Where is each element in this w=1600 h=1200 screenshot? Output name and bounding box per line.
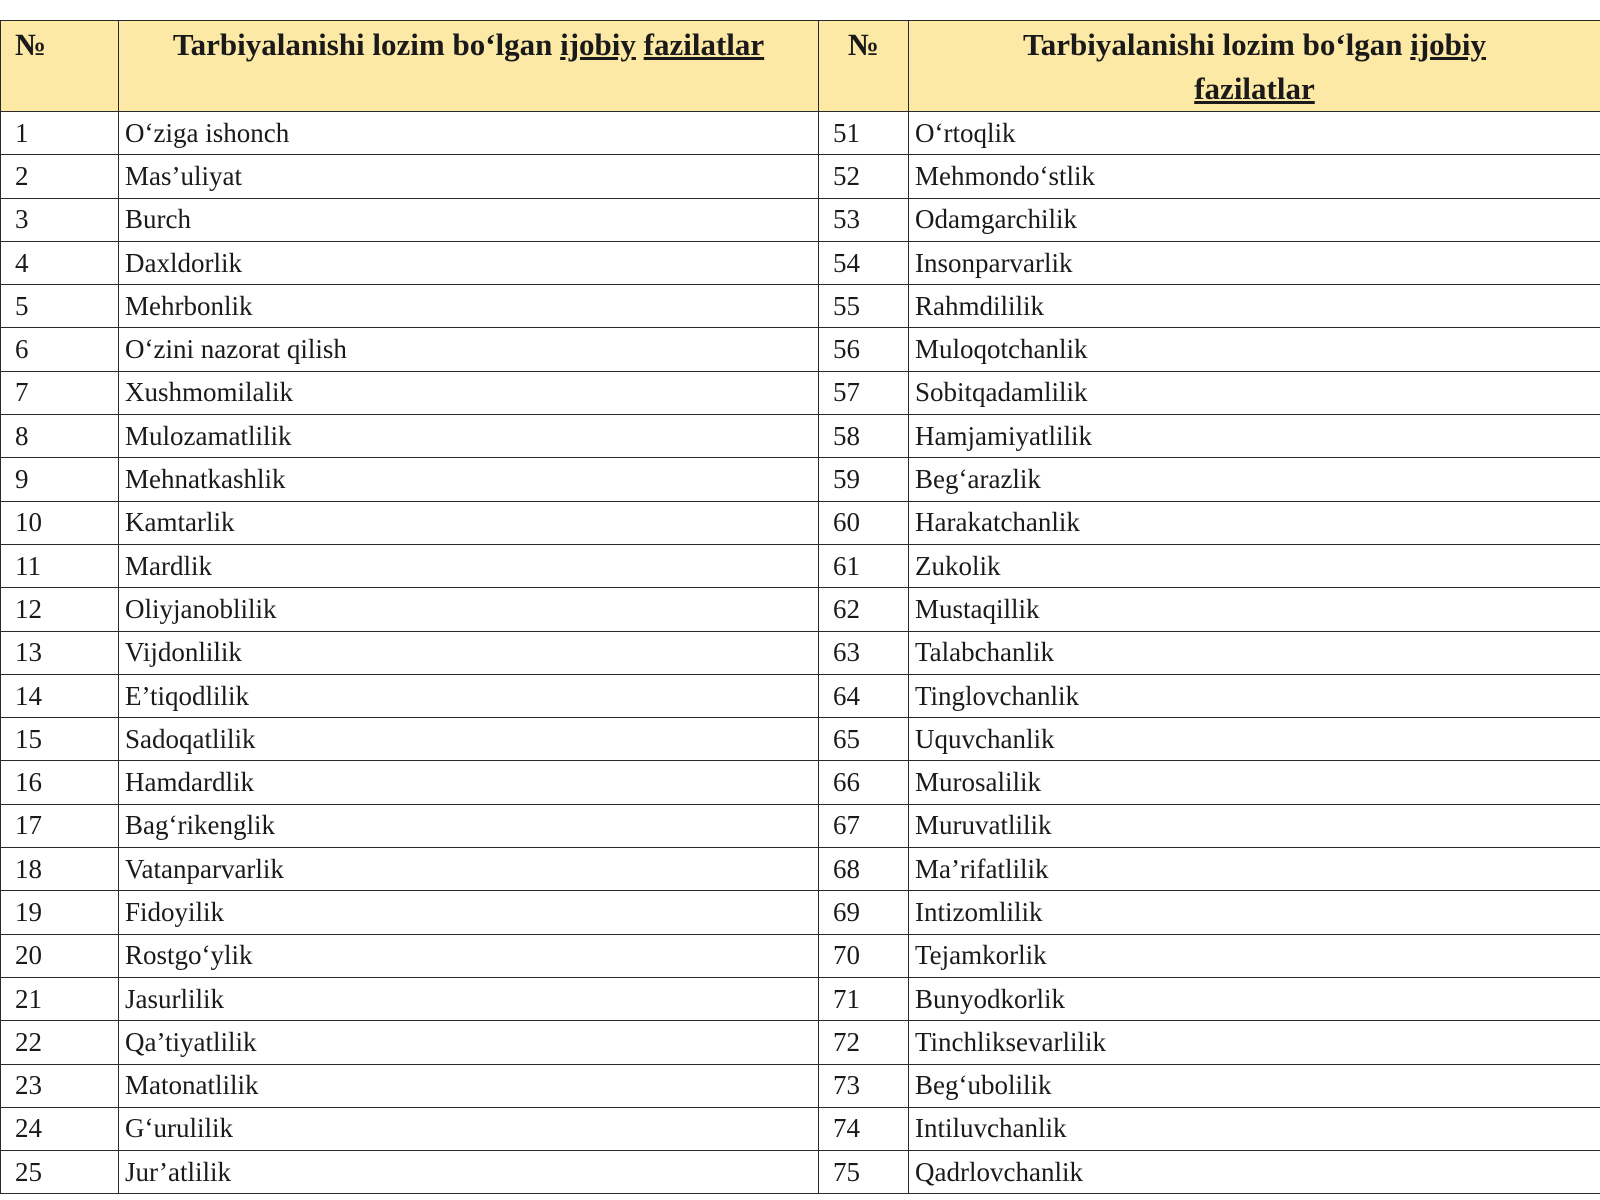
virtue-name-left: Kamtarlik (119, 501, 819, 544)
row-number-right: 68 (819, 848, 909, 891)
virtue-name-left: Qa’tiyatlilik (119, 1021, 819, 1064)
row-number-right: 64 (819, 674, 909, 717)
virtues-table (0, 20, 1600, 1194)
header-number-left (1, 21, 119, 112)
virtue-name-right: Zukolik (909, 544, 1600, 587)
table-row (1, 588, 1600, 631)
table-row (1, 1021, 1600, 1064)
row-number-right: 66 (819, 761, 909, 804)
table-row (1, 848, 1600, 891)
virtue-name-right: Bunyodkorlik (909, 977, 1600, 1020)
row-number-left: 1 (1, 112, 119, 155)
table-row (1, 804, 1600, 847)
virtue-name-left: Mardlik (119, 544, 819, 587)
table-row (1, 718, 1600, 761)
row-number-right: 57 (819, 371, 909, 414)
header-number-right (819, 21, 909, 112)
virtue-name-right: Insonparvarlik (909, 241, 1600, 284)
virtue-name-left: Fidoyilik (119, 891, 819, 934)
row-number-left: 6 (1, 328, 119, 371)
row-number-left: 13 (1, 631, 119, 674)
table-body (1, 112, 1600, 1194)
row-number-right: 69 (819, 891, 909, 934)
table-row (1, 674, 1600, 717)
row-number-right: 54 (819, 241, 909, 284)
row-number-right: 55 (819, 285, 909, 328)
row-number-right: 65 (819, 718, 909, 761)
virtue-name-right: Beg‘arazlik (909, 458, 1600, 501)
row-number-right: 60 (819, 501, 909, 544)
row-number-right: 51 (819, 112, 909, 155)
row-number-left: 10 (1, 501, 119, 544)
virtue-name-right: O‘rtoqlik (909, 112, 1600, 155)
virtue-name-left: O‘ziga ishonch (119, 112, 819, 155)
row-number-left: 23 (1, 1064, 119, 1107)
virtue-name-right: Mustaqillik (909, 588, 1600, 631)
row-number-left: 18 (1, 848, 119, 891)
row-number-right: 71 (819, 977, 909, 1020)
virtue-name-right: Talabchanlik (909, 631, 1600, 674)
row-number-right: 73 (819, 1064, 909, 1107)
table-row (1, 934, 1600, 977)
row-number-right: 74 (819, 1107, 909, 1150)
row-number-right: 63 (819, 631, 909, 674)
virtue-name-left: E’tiqodlilik (119, 674, 819, 717)
row-number-right: 58 (819, 415, 909, 458)
row-number-left: 3 (1, 198, 119, 241)
virtue-name-right: Tejamkorlik (909, 934, 1600, 977)
row-number-left: 7 (1, 371, 119, 414)
virtue-name-right: Hamjamiyatlilik (909, 415, 1600, 458)
row-number-right: 53 (819, 198, 909, 241)
virtue-name-left: Hamdardlik (119, 761, 819, 804)
row-number-left: 11 (1, 544, 119, 587)
document-page (0, 20, 1600, 1194)
virtue-name-right: Tinglovchanlik (909, 674, 1600, 717)
virtue-name-left: Mas’uliyat (119, 155, 819, 198)
virtue-name-right: Muruvatlilik (909, 804, 1600, 847)
virtue-name-right: Rahmdililik (909, 285, 1600, 328)
row-number-right: 72 (819, 1021, 909, 1064)
row-number-left: 21 (1, 977, 119, 1020)
table-row (1, 198, 1600, 241)
virtue-name-right: Harakatchanlik (909, 501, 1600, 544)
table-row (1, 891, 1600, 934)
virtue-name-right: Intiluvchanlik (909, 1107, 1600, 1150)
virtue-name-left: Matonatlilik (119, 1064, 819, 1107)
virtue-name-right: Muloqotchanlik (909, 328, 1600, 371)
header-title-underlined: fazilatlar (643, 27, 765, 62)
virtue-name-right: Sobitqadamlilik (909, 371, 1600, 414)
header-title-underlined: ijobiy (560, 27, 636, 62)
virtue-name-left: Mehrbonlik (119, 285, 819, 328)
row-number-left: 16 (1, 761, 119, 804)
table-row (1, 415, 1600, 458)
table-row (1, 155, 1600, 198)
row-number-left: 8 (1, 415, 119, 458)
row-number-left: 20 (1, 934, 119, 977)
virtue-name-left: O‘zini nazorat qilish (119, 328, 819, 371)
virtue-name-left: Vijdonlilik (119, 631, 819, 674)
row-number-left: 22 (1, 1021, 119, 1064)
row-number-left: 15 (1, 718, 119, 761)
row-number-right: 59 (819, 458, 909, 501)
row-number-left: 9 (1, 458, 119, 501)
row-number-left: 17 (1, 804, 119, 847)
virtue-name-left: Mehnatkashlik (119, 458, 819, 501)
number-symbol: № (15, 27, 47, 62)
virtue-name-right: Beg‘ubolilik (909, 1064, 1600, 1107)
row-number-left: 24 (1, 1107, 119, 1150)
header-title-left (119, 21, 819, 112)
virtue-name-left: Mulozamatlilik (119, 415, 819, 458)
virtue-name-right: Odamgarchilik (909, 198, 1600, 241)
virtue-name-right: Mehmondo‘stlik (909, 155, 1600, 198)
virtue-name-right: Murosalilik (909, 761, 1600, 804)
row-number-left: 4 (1, 241, 119, 284)
header-title-underlined: ijobiy (1410, 27, 1487, 62)
virtue-name-left: Bag‘rikenglik (119, 804, 819, 847)
virtue-name-right: Ma’rifatlilik (909, 848, 1600, 891)
table-row (1, 1064, 1600, 1107)
row-number-right: 52 (819, 155, 909, 198)
virtue-name-left: Rostgo‘ylik (119, 934, 819, 977)
table-row (1, 501, 1600, 544)
header-title-right (909, 21, 1600, 112)
virtue-name-left: Sadoqatlilik (119, 718, 819, 761)
number-symbol: № (847, 27, 880, 62)
virtue-name-left: Jasurlilik (119, 977, 819, 1020)
virtue-name-left: Vatanparvarlik (119, 848, 819, 891)
row-number-left: 19 (1, 891, 119, 934)
virtue-name-right: Qadrlovchanlik (909, 1151, 1600, 1194)
header-title-text: Tarbiyalanishi lozim bo‘lgan (172, 27, 561, 62)
virtue-name-left: Xushmomilalik (119, 371, 819, 414)
virtue-name-right: Uquvchanlik (909, 718, 1600, 761)
virtue-name-left: G‘urulilik (119, 1107, 819, 1150)
virtue-name-left: Daxldorlik (119, 241, 819, 284)
table-row (1, 761, 1600, 804)
row-number-left: 12 (1, 588, 119, 631)
row-number-right: 56 (819, 328, 909, 371)
row-number-right: 67 (819, 804, 909, 847)
virtue-name-left: Burch (119, 198, 819, 241)
row-number-right: 75 (819, 1151, 909, 1194)
header-title-space (636, 27, 644, 62)
table-row (1, 458, 1600, 501)
header-title-underlined: fazilatlar (1194, 71, 1315, 106)
table-row (1, 1107, 1600, 1150)
row-number-left: 2 (1, 155, 119, 198)
table-row (1, 371, 1600, 414)
table-row (1, 631, 1600, 674)
header-title-text: Tarbiyalanishi lozim bo‘lgan (1022, 27, 1411, 62)
virtue-name-left: Oliyjanoblilik (119, 588, 819, 631)
table-row (1, 544, 1600, 587)
row-number-right: 62 (819, 588, 909, 631)
row-number-left: 25 (1, 1151, 119, 1194)
row-number-right: 70 (819, 934, 909, 977)
virtue-name-right: Intizomlilik (909, 891, 1600, 934)
table-row (1, 977, 1600, 1020)
table-row (1, 1151, 1600, 1194)
table-header-row (1, 21, 1600, 112)
table-row (1, 285, 1600, 328)
table-row (1, 328, 1600, 371)
virtue-name-right: Tinchliksevarlilik (909, 1021, 1600, 1064)
row-number-left: 5 (1, 285, 119, 328)
row-number-left: 14 (1, 674, 119, 717)
table-row (1, 112, 1600, 155)
virtue-name-left: Jur’atlilik (119, 1151, 819, 1194)
row-number-right: 61 (819, 544, 909, 587)
table-row (1, 241, 1600, 284)
